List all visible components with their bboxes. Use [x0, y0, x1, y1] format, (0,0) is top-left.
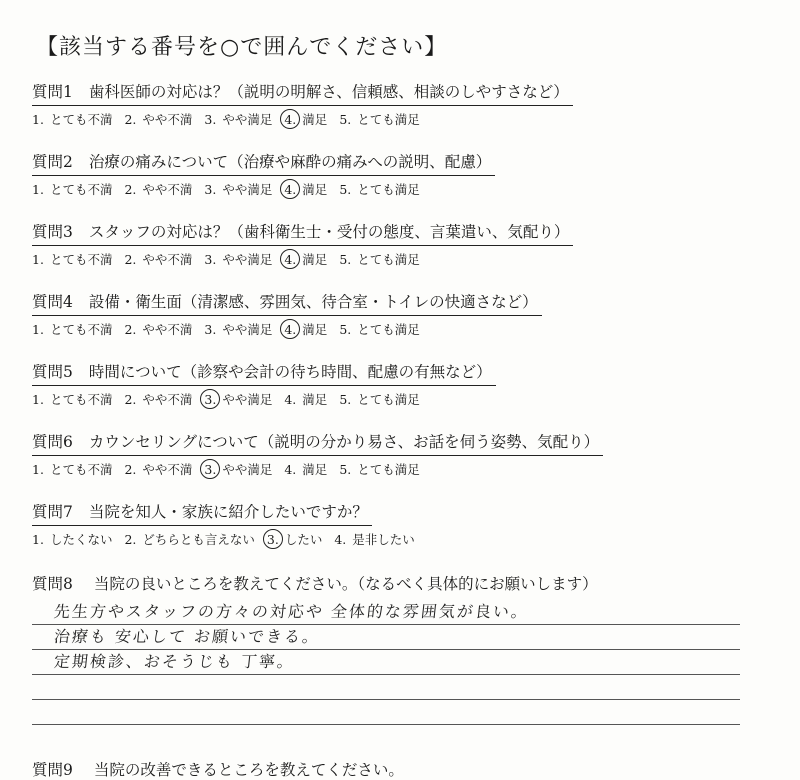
- question-2: [32, 150, 495, 198]
- question-label: 質問5: [32, 363, 73, 381]
- handwritten-answer: 定期検診、おそうじも 丁寧。: [52, 652, 296, 671]
- question-9: [32, 758, 404, 780]
- option-label: とても満足: [357, 182, 420, 197]
- option-number: 5.: [339, 462, 352, 477]
- option[interactable]: [284, 460, 327, 478]
- option[interactable]: [124, 250, 192, 268]
- option[interactable]: [32, 110, 112, 128]
- option-number: 2.: [124, 462, 137, 477]
- option-number: 4.: [284, 322, 297, 337]
- option[interactable]: [32, 390, 112, 408]
- option[interactable]: [284, 390, 327, 408]
- option-circled[interactable]: [204, 390, 272, 408]
- question-heading: [32, 430, 603, 456]
- option[interactable]: [339, 110, 419, 128]
- question-heading: [32, 290, 542, 316]
- option-row: [32, 110, 573, 128]
- option-label: とても不満: [49, 252, 113, 267]
- question-label: 質問4: [32, 293, 73, 311]
- question-heading: [32, 220, 573, 246]
- option[interactable]: [124, 460, 192, 478]
- question-label: 質問3: [32, 223, 73, 241]
- handwritten-answer: 治療も 安心して お願いできる。: [52, 627, 322, 646]
- question-label: 質問1: [32, 83, 73, 101]
- option-number: 5.: [339, 252, 352, 267]
- option-number: 1.: [32, 182, 44, 197]
- question-9-label: 質問9: [32, 761, 73, 779]
- option-number: 3.: [266, 532, 279, 547]
- option-circled[interactable]: [204, 460, 272, 478]
- question-text: 歯科医師の対応は？（説明の明解さ、信頼感、相談のしやすさなど）: [88, 83, 569, 101]
- option-number: 5.: [339, 392, 352, 407]
- option-label: とても満足: [357, 322, 420, 337]
- option-label: とても不満: [49, 322, 113, 337]
- option-number: 3.: [204, 462, 217, 477]
- option[interactable]: [339, 390, 419, 408]
- question-8: [32, 572, 598, 594]
- question-1: [32, 80, 573, 128]
- answer-line[interactable]: [32, 625, 740, 650]
- option-label: どちらとも言えない: [142, 532, 255, 547]
- question-label: 質問2: [32, 153, 73, 171]
- option-label: やや満足: [222, 322, 273, 337]
- answer-line[interactable]: [32, 600, 740, 625]
- question-text: 当院を知人・家族に紹介したいですか？: [88, 503, 368, 521]
- option-number: 1.: [32, 462, 44, 477]
- option-label: やや満足: [222, 182, 273, 197]
- option-row: [32, 180, 495, 198]
- option-label: やや不満: [142, 322, 193, 337]
- option-label: やや満足: [222, 252, 273, 267]
- option-label: とても満足: [357, 462, 420, 477]
- option-row: [32, 320, 542, 338]
- question-3: [32, 220, 573, 268]
- option-row: [32, 530, 427, 548]
- option[interactable]: [32, 250, 112, 268]
- question-heading: [32, 500, 372, 526]
- option-label: やや満足: [222, 112, 273, 127]
- question-8-label: 質問8: [32, 575, 73, 593]
- option-label: やや不満: [142, 112, 193, 127]
- question-4: [32, 290, 542, 338]
- option[interactable]: [124, 180, 192, 198]
- option-label: やや不満: [142, 182, 193, 197]
- option-number: 1.: [32, 392, 44, 407]
- option-label: とても不満: [49, 462, 113, 477]
- option-number: 5.: [339, 182, 352, 197]
- option-circled[interactable]: [284, 110, 327, 128]
- option-label: やや不満: [142, 462, 193, 477]
- question-heading: [32, 150, 495, 176]
- answer-line[interactable]: [32, 675, 740, 700]
- option-row: [32, 250, 573, 268]
- option-label: 是非したい: [352, 532, 415, 547]
- option-label: したくない: [49, 532, 113, 547]
- option-label: やや満足: [222, 392, 273, 407]
- question-label: 質問7: [32, 503, 73, 521]
- option-label: やや満足: [222, 462, 273, 477]
- option[interactable]: [124, 320, 192, 338]
- option-label: とても不満: [49, 182, 113, 197]
- option-number: 4.: [284, 252, 297, 267]
- question-text: カウンセリングについて（説明の分かり易さ、お話を伺う姿勢、気配り）: [88, 433, 600, 451]
- option[interactable]: [32, 530, 112, 548]
- option-label: やや不満: [142, 392, 193, 407]
- option[interactable]: [204, 320, 272, 338]
- option-number: 1.: [32, 252, 44, 267]
- question-5: [32, 360, 496, 408]
- question-7: [32, 500, 427, 548]
- option[interactable]: [204, 110, 272, 128]
- option-label: とても満足: [357, 252, 420, 267]
- option-number: 3.: [204, 322, 217, 337]
- question-text: 治療の痛みについて（治療や麻酔の痛みへの説明、配慮）: [88, 153, 492, 171]
- question-heading: [32, 360, 496, 386]
- option-number: 3.: [204, 182, 217, 197]
- option-number: 4.: [334, 532, 347, 547]
- option-label: とても不満: [49, 392, 113, 407]
- option-row: [32, 460, 603, 478]
- option-label: 満足: [302, 112, 328, 127]
- option-number: 2.: [124, 112, 137, 127]
- option[interactable]: [124, 110, 192, 128]
- option-circled[interactable]: [284, 250, 327, 268]
- question-heading: [32, 80, 573, 106]
- option-number: 4.: [284, 392, 297, 407]
- option-label: 満足: [302, 182, 328, 197]
- option-row: [32, 390, 496, 408]
- question-9-text: 当院の改善できるところを教えてください。: [93, 761, 404, 779]
- option-label: 満足: [302, 252, 328, 267]
- option-number: 2.: [124, 392, 137, 407]
- option[interactable]: [32, 460, 112, 478]
- option-label: とても不満: [49, 112, 113, 127]
- option-number: 1.: [32, 532, 44, 547]
- option[interactable]: [339, 460, 419, 478]
- option-number: 3.: [204, 112, 217, 127]
- answer-line[interactable]: [32, 700, 740, 725]
- question-text: 設備・衛生面（清潔感、雰囲気、待合室・トイレの快適さなど）: [88, 293, 538, 311]
- option[interactable]: [32, 320, 112, 338]
- option-number: 4.: [284, 182, 297, 197]
- option-label: とても満足: [357, 392, 420, 407]
- question-text: 時間について（診察や会計の待ち時間、配慮の有無など）: [88, 363, 492, 381]
- option-label: したい: [284, 532, 323, 547]
- option-circled[interactable]: [284, 320, 327, 338]
- handwritten-answer: 先生方やスタッフの方々の対応や 全体的な雰囲気が良い。: [52, 602, 530, 621]
- option-number: 2.: [124, 532, 137, 547]
- option[interactable]: [204, 180, 272, 198]
- answer-line[interactable]: [32, 650, 740, 675]
- option-label: やや不満: [142, 252, 193, 267]
- option[interactable]: [124, 390, 192, 408]
- question-label: 質問6: [32, 433, 73, 451]
- option[interactable]: [124, 530, 254, 548]
- option-number: 3.: [204, 252, 217, 267]
- option-number: 1.: [32, 112, 44, 127]
- option-circled[interactable]: [284, 180, 327, 198]
- question-8-text: 当院の良いところを教えてください。（なるべく具体的にお願いします）: [93, 575, 598, 593]
- option-number: 5.: [339, 322, 352, 337]
- option-number: 2.: [124, 252, 137, 267]
- page-title: 【該当する番号を○で囲んでください】: [36, 35, 448, 60]
- option-label: 満足: [302, 392, 328, 407]
- option-number: 2.: [124, 182, 137, 197]
- option-label: 満足: [302, 322, 328, 337]
- option[interactable]: [334, 530, 414, 548]
- question-text: スタッフの対応は？（歯科衛生士・受付の態度、言葉遣い、気配り）: [88, 223, 570, 241]
- option-number: 1.: [32, 322, 44, 337]
- option[interactable]: [204, 250, 272, 268]
- option[interactable]: [339, 250, 419, 268]
- option-number: 4.: [284, 112, 297, 127]
- option[interactable]: [32, 180, 112, 198]
- question-6: [32, 430, 603, 478]
- option-number: 4.: [284, 462, 297, 477]
- option-number: 3.: [204, 392, 217, 407]
- option-label: とても満足: [357, 112, 420, 127]
- option-number: 5.: [339, 112, 352, 127]
- answer-lines: [32, 600, 740, 725]
- option-label: 満足: [302, 462, 328, 477]
- option[interactable]: [339, 320, 419, 338]
- option-number: 2.: [124, 322, 137, 337]
- option[interactable]: [339, 180, 419, 198]
- option-circled[interactable]: [267, 530, 322, 548]
